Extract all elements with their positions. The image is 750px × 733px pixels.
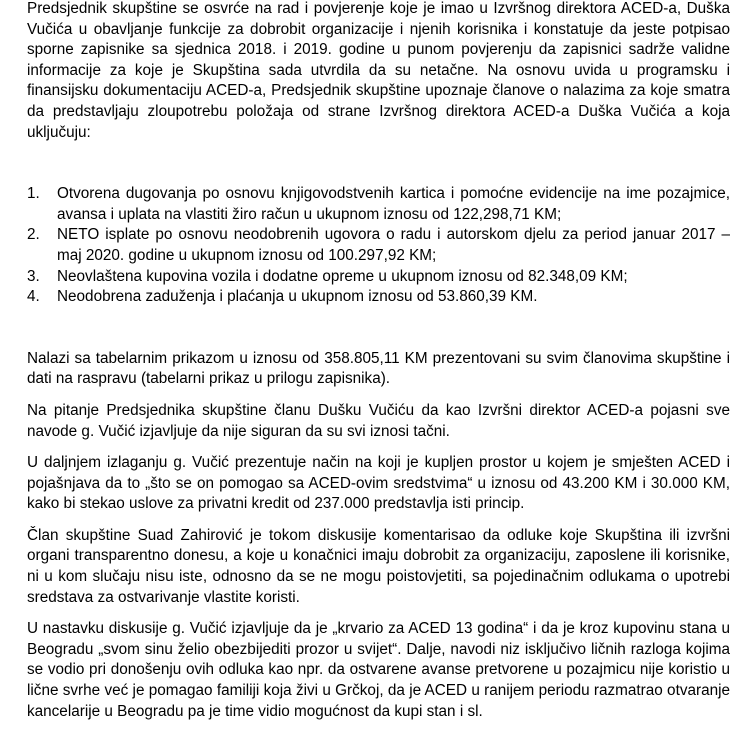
findings-paragraph: Nalazi sa tabelarnim prikazom u iznosu od 358.805,11 KM prezentovani su svim članovima skupštine i dati na raspravu (tabelarni prikaz u prilogu zapisnika). (27, 349, 730, 388)
findings-list (27, 184, 730, 308)
document-page (27, 0, 730, 733)
list-item (27, 225, 730, 266)
list-item-number: 3. (27, 267, 40, 285)
intro-paragraph: Predsjednik skupštine se osvrće na rad i povjerenje koje je imao u Izvršnog direktora ACED-a, Duška Vučića u obavljanje funkcije za dobrobit organizacije i njenih korisnika i konstatuje da jeste potpisao sporne zapisnike sa sjednica 2018. i 2019. godine u punom povjerenju da zapisnici sadrže validne informacije za koje je Skupština sada utvrdila da su netačne. Na osnovu uvida u programsku i finansijsku dokumentaciju ACED-a, Predsjednik skupštine upoznaje članove o nalazima za koje smatra da predstavljaju zloupotrebu položaja od strane Izvršnog direktora ACED-a Duška Vučića a koja uključuju: (27, 0, 730, 141)
list-item-text: NETO isplate po osnovu neodobrenih ugovora o radu i autorskom djelu za period januar 2017 – maj 2020. godine u ukupnom iznosu od 100.297,92 KM; (57, 226, 730, 264)
list-item-number: 4. (27, 288, 40, 306)
list-item (27, 287, 730, 308)
list-item-number: 1. (27, 185, 40, 203)
explanation-paragraph: U daljnjem izlaganju g. Vučić prezentuje način na koji je kupljen prostor u kojem je smješten ACED i pojašnjava da to „što se on pomogao sa ACED-ovim sredstvima“ u iznosu od 43.200 KM i 30.000 KM, kako bi stekao uslove za privatni kredit od 237.000 predstavlja isti princip. (27, 454, 730, 513)
list-item-number: 2. (27, 226, 40, 244)
discussion-paragraph: U nastavku diskusije g. Vučić izjavljuje da je „krvario za ACED 13 godina“ i da je kroz kupovinu stana u Beogradu „svom sinu želio obezbijediti prozor u svijet“. Dalje, navodi niz isključivo ličnih razloga kojima se vodio pri donošenju ovih odluka kao npr. da ostvarene avanse pretvorene u pozajmicu nije koristio u lične svrhe već je pomagao familiji koja živi u Grčkoj, da je ACED u ranijem periodu razmatrao otvaranje kancelarije u Beogradu pa je time vidio mogućnost da kupi stan i sl. (27, 620, 730, 720)
list-item-text: Neodobrena zaduženja i plaćanja u ukupnom iznosu od 53.860,39 KM. (57, 288, 538, 306)
question-paragraph: Na pitanje Predsjednika skupštine članu Dušku Vučiću da kao Izvršni direktor ACED-a pojasni sve navode g. Vučić izjavljuje da nije siguran da su svi iznosi tačni. (27, 401, 730, 440)
list-item-text: Neovlaštena kupovina vozila i dodatne opreme u ukupnom iznosu od 82.348,09 KM; (57, 267, 628, 285)
list-item (27, 184, 730, 225)
list-item (27, 267, 730, 288)
list-item-text: Otvorena dugovanja po osnovu knjigovodstvenih kartica i pomoćne evidencije na ime pozajmice, avansa i uplata na vlastiti žiro račun u ukupnom iznosu od 122,298,71 KM; (57, 185, 730, 223)
comment-paragraph: Član skupštine Suad Zahirović je tokom diskusije komentarisao da odluke koje Skupština ili izvršni organi transparentno donesu, a koje u konačnici imaju dobrobit za organizaciju, zaposlene ili korisnike, ni u kom slučaju nisu iste, odnosno da se ne mogu poistovjetiti, sa pojedinačnim odlukama o upotrebi sredstava za ostvarivanje vlastite koristi. (27, 526, 730, 606)
